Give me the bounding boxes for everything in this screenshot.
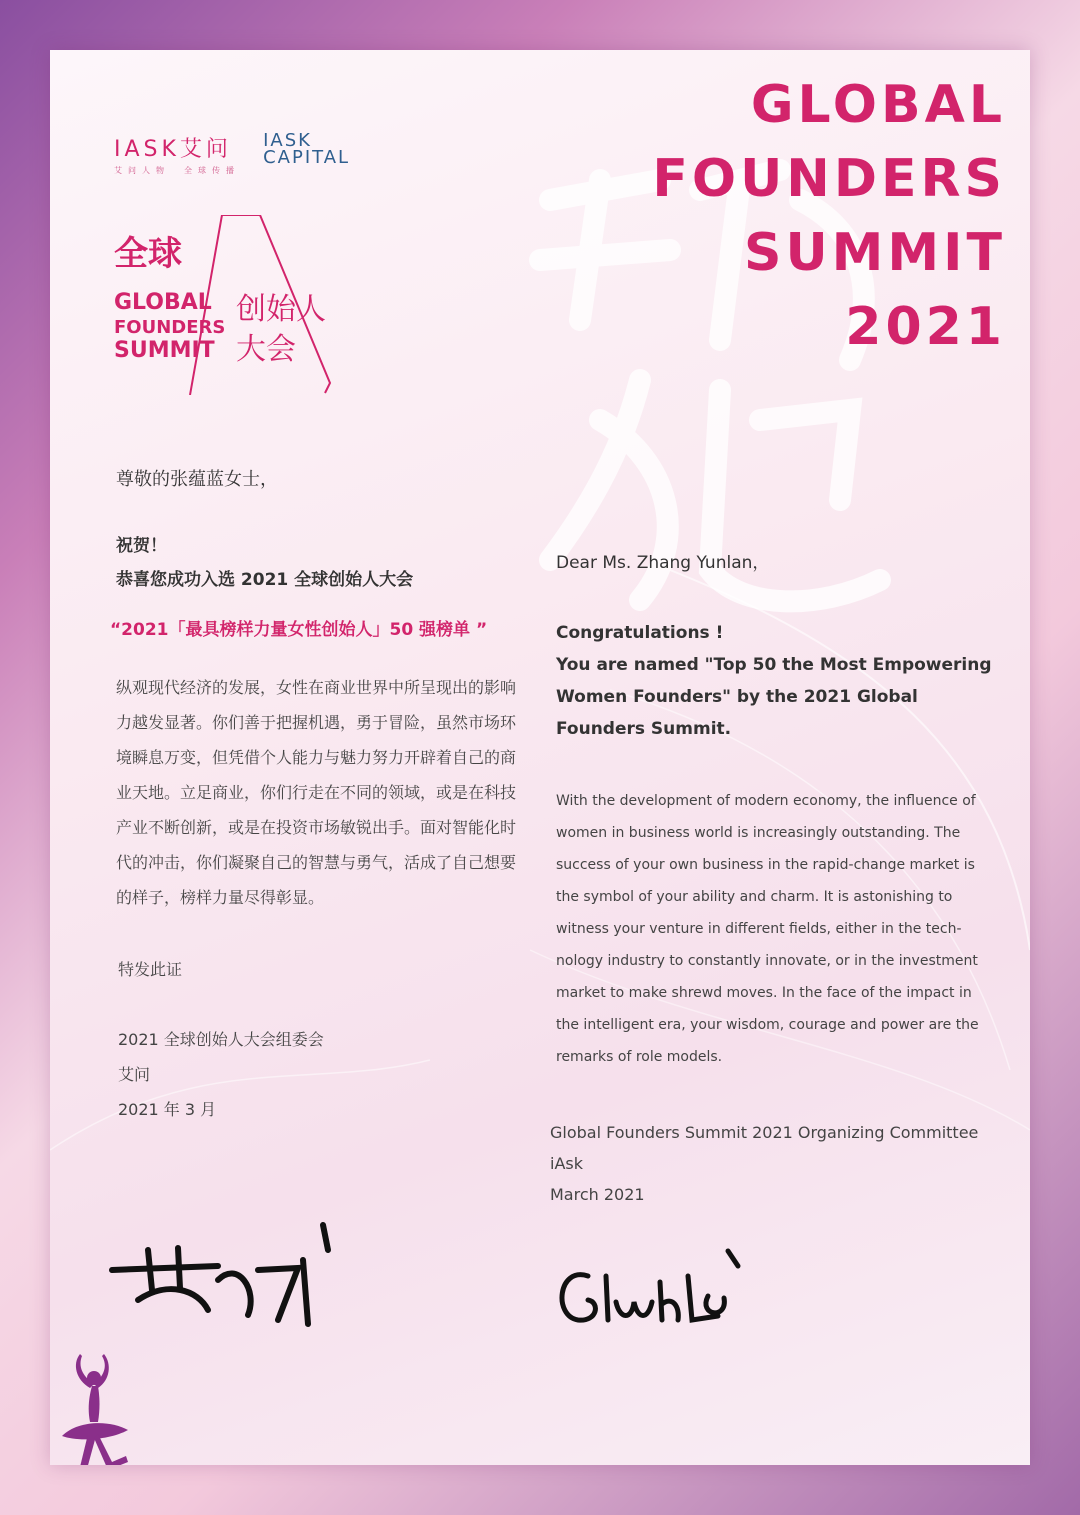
cn-certify-line: 特发此证 [118, 960, 183, 979]
en-sign-name: iAsk [550, 1154, 583, 1173]
cn-sign-org: 2021 全球创始人大会组委会 [118, 1030, 324, 1049]
summit-logo-cn-top: 全球 [114, 234, 182, 274]
en-greeting: Dear Ms. Zhang Yunlan， [556, 553, 770, 573]
cn-sign-name: 艾问 [118, 1065, 151, 1084]
iask-logo-tagline: 艾问人物 全球传播 [114, 166, 240, 175]
brand-logos [114, 132, 350, 176]
summit-logo-cn-right-2: 大会 [236, 332, 296, 367]
english-letter [550, 548, 996, 1210]
cn-sign-date: 2021 年 3 月 [118, 1100, 217, 1119]
capital-logo-bottom: CAPITAL [263, 147, 351, 168]
cn-congrats-line: 祝贺！ [116, 536, 167, 556]
english-handwritten-signature [548, 1246, 748, 1336]
en-sign-org: Global Founders Summit 2021 Organizing Committee [550, 1123, 979, 1142]
summit-title [652, 68, 1006, 364]
chinese-letter [110, 465, 517, 1127]
iask-capital-logo [263, 132, 350, 166]
ballerina-silhouette [50, 1350, 132, 1465]
en-congrats-line: Congratulations ! [556, 623, 724, 643]
en-signature-block [550, 1117, 996, 1210]
summit-logo-cn-right-1: 创始人 [236, 292, 326, 327]
cn-congrats-line: 恭喜您成功入选 2021 全球创始人大会 [116, 570, 414, 590]
cn-award-title: “2021「最具榜样力量女性创始人」50 强榜单 ” [110, 620, 488, 640]
en-sign-date: March 2021 [550, 1185, 645, 1204]
en-congrats-line: You are named "Top 50 the Most Empowering Women Founders" by the 2021 Global Founders Summit. [556, 655, 992, 739]
certificate-paper [50, 50, 1030, 1465]
cn-greeting: 尊敬的张蕴蓝女士， [116, 469, 278, 490]
summit-logo-en-1: GLOBAL [114, 290, 212, 315]
iask-logo [114, 132, 240, 176]
iask-logo-text: IASK艾问 [114, 137, 232, 162]
en-congrats [556, 617, 996, 745]
title-line: FOUNDERS [652, 149, 1006, 209]
title-line: GLOBAL [750, 75, 1006, 135]
title-line: SUMMIT [744, 223, 1006, 283]
capital-logo-top: IASK [263, 130, 312, 151]
summit-logo [110, 215, 350, 395]
summit-logo-en-3: SUMMIT [114, 338, 215, 363]
summit-logo-en-2: FOUNDERS [114, 317, 226, 338]
chinese-handwritten-signature [108, 1220, 348, 1330]
cn-body-paragraph: 纵观现代经济的发展，女性在商业世界中所呈现出的影响力越发显著。你们善于把握机遇，勇于冒险，虽然市场环境瞬息万变，但凭借个人能力与魅力努力开辟着自己的商业天地。立足商业，你们行走在不同的领域，或是在科技产业不断创新，或是在投资市场敏锐出手。面对智能化时代的冲击，你们凝聚自己的智慧与勇气，活成了自己想要的样子，榜样力量尽得彰显。 [116, 678, 517, 907]
cn-congrats [116, 529, 516, 597]
en-body-paragraph: With the development of modern economy, the influence of women in business world is increasingly outstanding. The success of your own business in the rapid-change market is the symbol of your ability and charm. It is astonishing to witness your venture in different fields, either in the tech-nology industry to constantly innovate, or in the investment market to make shrewd moves. In the face of the impact in the intelligent era, your wisdom, courage and power are the remarks of role models. [556, 793, 979, 1065]
title-line: 2021 [845, 297, 1006, 357]
cn-signature-block [118, 1022, 516, 1127]
